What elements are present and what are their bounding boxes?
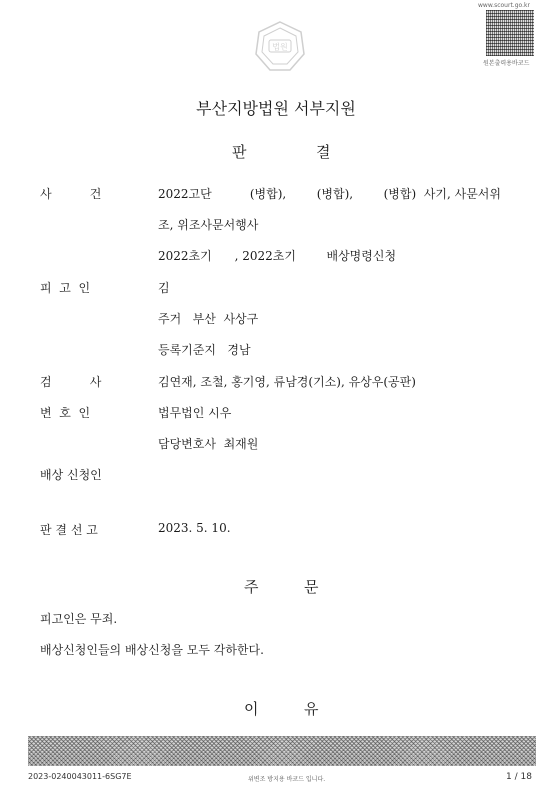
court-name: 부산지방법원 서부지원 xyxy=(196,99,356,118)
page-number: 1 / 18 xyxy=(506,772,532,782)
defendant-name: 김 xyxy=(158,281,170,295)
defendant-label: 피 고 인 xyxy=(40,281,91,295)
reasons-heading-left: 이 xyxy=(244,700,259,718)
holding-line-1: 피고인은 무죄. xyxy=(40,612,118,626)
doc-title-right: 결 xyxy=(316,143,331,161)
holding-heading-right: 문 xyxy=(304,578,319,596)
counsel-label: 변 호 인 xyxy=(40,406,91,420)
anti-forgery-barcode xyxy=(28,736,536,766)
seal-text: 법원 xyxy=(272,42,288,52)
sentence-date-label: 판 결 선 고 xyxy=(40,523,98,537)
qr-code-icon xyxy=(486,10,534,56)
defendant-registry: 등록기준지 경남 xyxy=(158,343,251,357)
holding-line-2: 배상신청인들의 배상신청을 모두 각하한다. xyxy=(40,643,264,657)
prosecutor-value: 김연재, 조철, 홍기영, 류남경(기소), 유상우(공판) xyxy=(158,375,416,389)
counsel-lawyer: 담당변호사 최재원 xyxy=(158,437,259,451)
case-label: 사 건 xyxy=(40,187,102,201)
prosecutor-label: 검 사 xyxy=(40,375,102,389)
case-line-1: 2022고단 (병합), (병합), (병합) 사기, 사문서위 xyxy=(158,187,501,201)
doc-title-left: 판 xyxy=(232,143,247,161)
qr-url: www.scourt.go.kr xyxy=(478,2,530,9)
holding-heading-left: 주 xyxy=(244,578,259,596)
sentence-date-value: 2023. 5. 10. xyxy=(158,521,231,535)
counsel-firm: 법무법인 시우 xyxy=(158,406,232,420)
case-line-3: 2022초기 , 2022초기 배상명령신청 xyxy=(158,249,397,263)
court-seal-icon xyxy=(254,20,306,72)
case-line-2: 조, 위조사문서행사 xyxy=(158,218,259,232)
barcode-note: 위변조 방지용 바코드 입니다. xyxy=(248,776,326,783)
applicant-label: 배상 신청인 xyxy=(40,468,102,482)
qr-caption: 원본출력용바코드 xyxy=(483,60,530,67)
defendant-address: 주거 부산 사상구 xyxy=(158,312,259,326)
document-code: 2023-0240043011-6SG7E xyxy=(28,772,132,781)
reasons-heading-right: 유 xyxy=(304,700,319,718)
